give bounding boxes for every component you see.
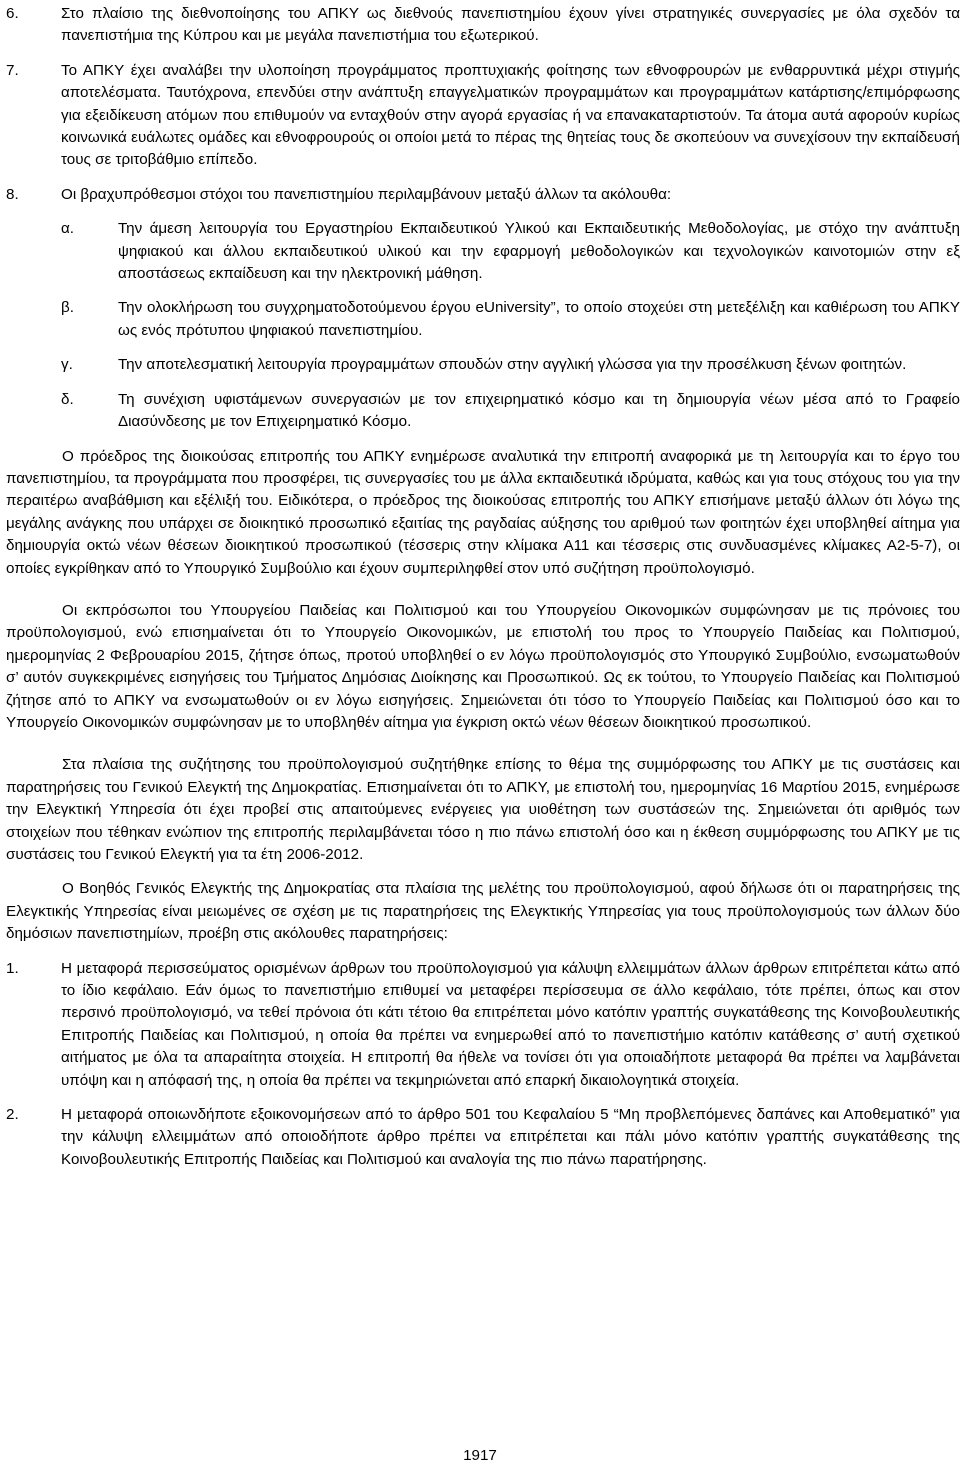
list-item-text: Η μεταφορά περισσεύματος ορισμένων άρθρων του προϋπολογισμού για κάλυψη ελλειμμάτων άλλων άρθρων επιτρέπεται κάτω από το ίδιο κεφάλαιο. Εάν όμως το πανεπιστήμιο επιθυμεί να μεταφέρει περίσσευμα σε άλλο κεφάλαιο, τότε πρέπει, όπως και στον περσινό προϋπολογισμό, να τεθεί πρόνοια ότι κάτι τέτοιο θα επιτρέπεται μόνο κατόπιν γραπτής συγκατάθεσης της Κοινοβουλευτικής Επιτροπής Παιδείας και Πολιτισμού, η οποία θα πρέπει να ενημερωθεί από το πανεπιστήμιο κατόπιν κατάθεσης σ’ αυτή σχετικού αιτήματος με όλα τα απαραίτητα στοιχεία. Η επιτροπή θα ήθελε να τονίσει ότι για οποιαδήποτε μεταφορά θα πρέπει να λαμβάνεται υπόψη και η απόφασή της, η οποία θα πρέπει να τεκμηριώνεται από επαρκή δικαιολογητικά στοιχεία. (61, 959, 960, 1089)
sub-item-a (6, 218, 960, 285)
paragraph-president-briefing: Ο πρόεδρος της διοικούσας επιτροπής του ΑΠΚΥ ενημέρωσε αναλυτικά την επιτροπή αναφορικά με τη λειτουργία και το έργο του πανεπιστημίου, τα προγράμματα που προσφέρει, τις συνεργασίες του με άλλα εκπαιδευτικά ιδρύματα, καθώς και για τους στόχους του για την περαιτέρω αναβάθμιση και εξέλιξή του. Ειδικότερα, ο πρόεδρος της διοικούσας επιτροπής του ΑΠΚΥ επισήμανε μεταξύ άλλων ότι λόγω της μεγάλης ανάγκης που υπάρχει σε διοικητικό προσωπικό εξαιτίας της ραγδαίας αύξησης του αριθμού των φοιτητών έχει υποβληθεί αίτημα για δημιουργία οκτώ νέων θέσεων διοικητικού προσωπικού (τέσσερις στην κλίμακα Α11 και τέσσερις στις συνδυασμένες κλίμακες Α2-5-7), οι οποίες εγκρίθηκαν από το Υπουργικό Συμβούλιο και έχουν συμπεριληφθεί στον υπό συζήτηση προϋπολογισμό. (6, 447, 960, 577)
sub-item-text: Την ολοκλήρωση του συγχρηματοδοτούμενου έργου eUniversity”, το οποίο στοχεύει στη μετεξέλιξη και καθιέρωση του ΑΠΚΥ ως ενός πρότυπου ψηφιακού πανεπιστημίου. (118, 299, 960, 339)
sub-item-b (6, 297, 960, 342)
list-item-text: Στο πλαίσιο της διεθνοποίησης του ΑΠΚΥ ως διεθνούς πανεπιστημίου έχουν γίνει στρατηγικές συνεργασίες με όλα σχεδόν τα πανεπιστήμια της Κύπρου και με μεγάλα πανεπιστήμια του εξωτερικού. (61, 5, 960, 45)
sub-item-text: Την αποτελεσματική λειτουργία προγραμμάτων σπουδών στην αγγλική γλώσσα για την προσέλκυση ξένων φοιτητών. (118, 356, 907, 374)
observation-1 (6, 958, 960, 1092)
sub-item-c (6, 354, 960, 376)
paragraph-assistant-auditor: Ο Βοηθός Γενικός Ελεγκτής της Δημοκρατίας στα πλαίσια της μελέτης του προϋπολογισμού, αφού δήλωσε ότι οι παρατηρήσεις της Ελεγκτικής Υπηρεσίας είναι μειωμένες σε σχέση με τις παρατηρήσεις της Ελεγκτικής Υπηρεσίας για τους προϋπολογισμούς των άλλων δύο δημόσιων πανεπιστημίων, προέβη στις ακόλουθες παρατηρήσεις: (6, 880, 960, 943)
list-number: 6. (6, 5, 19, 22)
sub-item-letter: β. (61, 299, 74, 317)
paragraph-audit-compliance: Στα πλαίσια της συζήτησης του προϋπολογισμού συζητήθηκε επίσης το θέμα της συμμόρφωσης του ΑΠΚΥ με τις συστάσεις και παρατηρήσεις του Γενικού Ελεγκτή της Δημοκρατίας. Επισημαίνεται ότι το ΑΠΚΥ, με επιστολή του, ημερομηνίας 16 Μαρτίου 2015, ενημέρωσε την Ελεγκτική Υπηρεσία ότι έχει προβεί στις απαιτούμενες ενέργειες για υιοθέτηση των συστάσεών της. Σημειώνεται ότι αριθμός των στοιχείων που τέθηκαν ενώπιον της επιτροπής περιλαμβάνεται τόσο η πιο πάνω επιστολή όσο και η έκθεση συμμόρφωσης του ΑΠΚΥ με τις συστάσεις του Γενικού Ελεγκτή για τα έτη 2006-2012. (6, 756, 960, 863)
list-number: 7. (6, 61, 19, 79)
list-item-text: Το ΑΠΚΥ έχει αναλάβει την υλοποίηση προγράμματος προπτυχιακής φοίτησης των εθνοφρουρών με ενθαρρυντικά μέχρι στιγμής αποτελέσματα. Ταυτόχρονα, επενδύει στην ανάπτυξη επαγγελματικών προγραμμάτων και προγραμμάτων κατάρτισης/επιμόρφωσης για εξειδίκευση ατόμων που επιθυμούν να ενταχθούν στην αγορά εργασίας ή να επανακαταρτιστούν. Τα άτομα αυτά αφορούν κυρίως κοινωνικά ευάλωτες ομάδες και εθνοφρουρούς οι οποίοι μετά το πέρας της θητείας τους δε σκοπεύουν να συνεχίσουν την εκπαίδευσή τους σε τριτοβάθμιο επίπεδο. (61, 61, 960, 169)
sub-item-text: Την άμεση λειτουργία του Εργαστηρίου Εκπαιδευτικού Υλικού και Εκπαιδευτικής Μεθοδολογίας, με στόχο την ανάπτυξη ψηφιακού και άλλου εκπαιδευτικού υλικού και την εφαρμογή μεθοδολογικών και τεχνολογικών καινοτομιών στην εξ αποστάσεως εκπαίδευση και την ηλεκτρονική μάθηση. (118, 220, 960, 283)
paragraph-ministries: Οι εκπρόσωποι του Υπουργείου Παιδείας και Πολιτισμού και του Υπουργείου Οικονομικών συμφώνησαν με τις πρόνοιες του προϋπολογισμού, ενώ επισημαίνεται ότι το Υπουργείο Οικονομικών, με επιστολή του προς το Υπουργείο Παιδείας και Πολιτισμού, ημερομηνίας 2 Φεβρουαρίου 2015, ζήτησε όπως, προτού υποβληθεί ο εν λόγω προϋπολογισμός στο Υπουργικό Συμβούλιο, ενσωματωθούν σ’ αυτόν συγκεκριμένες εισηγήσεις του Τμήματος Δημόσιας Διοίκησης και Προσωπικού. Ως εκ τούτου, το Υπουργείο Παιδείας και Πολιτισμού ζήτησε από το ΑΠΚΥ να ενσωματωθούν οι εν λόγω εισηγήσεις. Σημειώνεται ότι τόσο το Υπουργείο Παιδείας και Πολιτισμού όσο και το Υπουργείο Οικονομικών συμφώνησαν με το υποβληθέν αίτημα για έγκριση οκτώ νέων θέσεων διοικητικού προσωπικού. (6, 601, 960, 731)
observation-2 (6, 1104, 960, 1171)
list-number: 2. (6, 1106, 19, 1124)
sub-item-d (6, 389, 960, 434)
sub-item-letter: δ. (61, 390, 74, 408)
document-page (6, 3, 960, 1171)
sub-item-text: Τη συνέχιση υφιστάμενων συνεργασιών με τον επιχειρηματικό κόσμο και τη δημιουργία νέων μέσα από το Γραφείο Διασύνδεσης με τον Επιχειρηματικό Κόσμο. (118, 390, 960, 431)
list-number: 1. (6, 959, 19, 977)
list-item-text: Οι βραχυπρόθεσμοι στόχοι του πανεπιστημίου περιλαμβάνουν μεταξύ άλλων τα ακόλουθα: (61, 185, 672, 203)
sub-item-letter: γ. (61, 356, 73, 374)
sub-item-letter: α. (61, 220, 74, 238)
page-number: 1917 (463, 1447, 497, 1464)
list-item-6 (6, 3, 960, 48)
list-item-8 (6, 184, 960, 206)
list-item-text: Η μεταφορά οποιωνδήποτε εξοικονομήσεων από το άρθρο 501 του Κεφαλαίου 5 “Μη προβλεπόμενες δαπάνες και Αποθεματικό” για την κάλυψη ελλειμμάτων από οποιοδήποτε άρθρο πρέπει να επιτρέπεται και πάλι μόνο κατόπιν γραπτής συγκατάθεσης της Κοινοβουλευτικής Επιτροπής Παιδείας και Πολιτισμού και αναλογία της πιο πάνω παρατήρησης. (61, 1106, 960, 1168)
list-number: 8. (6, 185, 19, 203)
list-item-7 (6, 60, 960, 172)
